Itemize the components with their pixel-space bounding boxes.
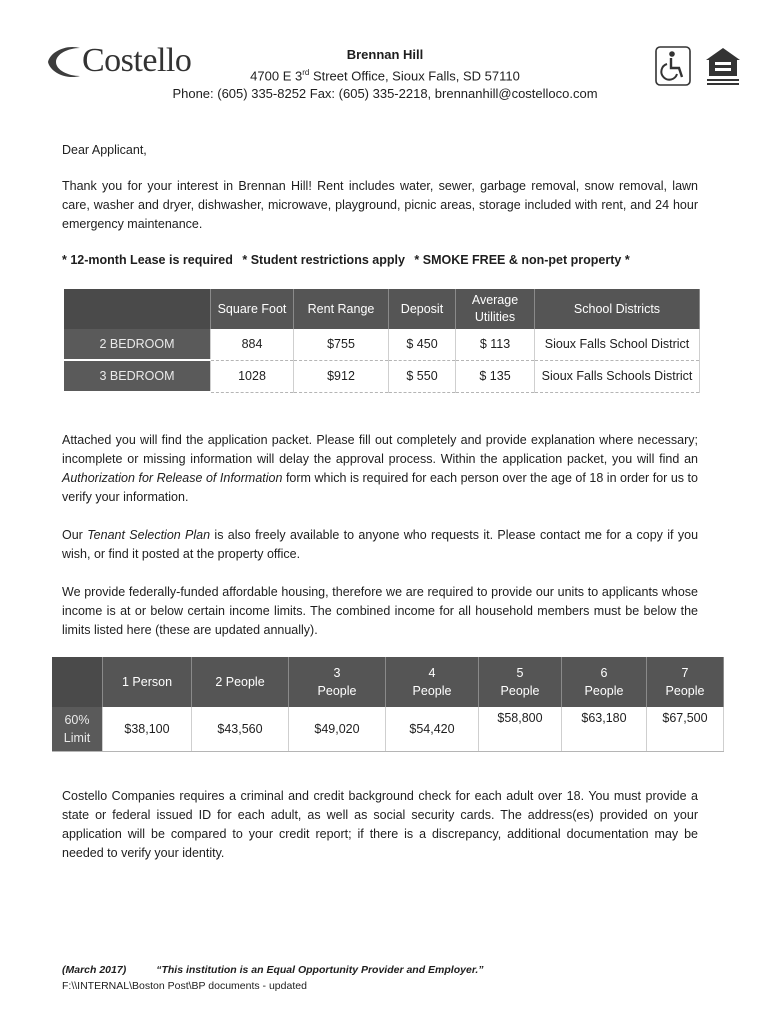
cell-utilities: $ 113 (456, 329, 535, 360)
costello-swoosh-icon (44, 42, 84, 82)
header-6-people: 6 People (562, 657, 647, 707)
requirement-lease: * 12-month Lease is required (62, 253, 233, 267)
table-row (52, 707, 724, 752)
requirement-student: * Student restrictions apply (242, 253, 405, 267)
header-blank (64, 289, 211, 329)
header-rent-range: Rent Range (294, 289, 389, 329)
table-row (64, 360, 700, 392)
tenant-plan-paragraph: Our Tenant Selection Plan is also freely available to anyone who requests it. Please contact me for a copy if you wish, or find it posted at the property office. (62, 528, 699, 561)
property-address: 4700 E 3rd Street Office, Sioux Falls, SD 57110 (250, 68, 520, 84)
cell-limit-6: $63,180 (562, 707, 647, 752)
background-check-paragraph: Costello Companies requires a criminal and credit background check for each adult over 18. You must provide a state or federal issued ID for each adult, as well as social security cards. The address(es) provided on your application will be compared to your credit report; if there is a discrepancy, additional documentation may be needed to verify your identity. (62, 789, 698, 860)
company-name: Costello (82, 42, 192, 79)
property-name: Brennan Hill (346, 47, 424, 62)
unit-pricing-table (64, 289, 700, 393)
income-paragraph: We provide federally-funded affordable housing, therefore we are required to provide our units to applicants whose income is at or below certain income limits. The combined income for all household members must be below the limits listed here (these are updated annually). (62, 585, 698, 637)
intro-paragraph: Thank you for your interest in Brennan Hill! Rent includes water, sewer, garbage removal, snow removal, lawn care, washer and dryer, dishwasher, microwave, playground, picnic areas, storage included with rent, and 24 hour emergency maintenance. (62, 179, 698, 231)
cell-limit-1: $38,100 (103, 707, 192, 752)
footer (62, 962, 484, 994)
footer-statement-line (62, 962, 484, 978)
salutation: Dear Applicant, (62, 143, 147, 157)
header-deposit: Deposit (389, 289, 456, 329)
cell-deposit: $ 550 (389, 360, 456, 392)
cell-rent: $755 (294, 329, 389, 360)
equal-housing-opportunity-icon (703, 46, 739, 86)
footer-file-path: F:\\INTERNAL\Boston Post\BP documents - updated (62, 980, 307, 992)
footer-date: (March 2017) (62, 964, 127, 976)
header-7-people: 7 People (647, 657, 724, 707)
header-square-foot: Square Foot (211, 289, 294, 329)
row-label: 3 BEDROOM (64, 360, 211, 392)
lease-requirements (62, 253, 702, 267)
compliance-logos (655, 46, 745, 88)
cell-sqft: 884 (211, 329, 294, 360)
header-4-people: 4 People (386, 657, 479, 707)
requirement-smoke-free: * SMOKE FREE & non-pet property * (414, 253, 630, 267)
header-blank (52, 657, 103, 707)
table-header-row (52, 657, 724, 707)
header-school-districts: School Districts (535, 289, 700, 329)
cell-sqft: 1028 (211, 360, 294, 392)
row-label: 60% Limit (52, 707, 103, 752)
wheelchair-accessible-icon (655, 46, 691, 86)
cell-limit-3: $49,020 (289, 707, 386, 752)
cell-limit-7: $67,500 (647, 707, 724, 752)
table-row (64, 329, 700, 360)
header-1-person: 1 Person (103, 657, 192, 707)
contact-line: Phone: (605) 335-8252 Fax: (605) 335-2218, brennanhill@costelloco.com (172, 86, 598, 102)
cell-limit-5: $58,800 (479, 707, 562, 752)
footer-equal-opportunity: “This institution is an Equal Opportunity Provider and Employer.” (156, 964, 484, 976)
income-limits-table (52, 657, 724, 752)
letterhead (140, 46, 630, 103)
cell-rent: $912 (294, 360, 389, 392)
row-label: 2 BEDROOM (64, 329, 211, 360)
application-paragraph: Attached you will find the application packet. Please fill out completely and provide explanation where necessary; incomplete or missing information will delay the approval process. Within the application packet, you will find an Authorization for Release of Information form which is required for each person over the age of 18 in order for us to verify your information. (62, 433, 698, 504)
cell-school: Sioux Falls School District (535, 329, 700, 360)
header-5-people: 5 People (479, 657, 562, 707)
header-average-utilities: Average Utilities (456, 289, 535, 329)
header-2-people: 2 People (192, 657, 289, 707)
cell-school: Sioux Falls Schools District (535, 360, 700, 392)
cell-deposit: $ 450 (389, 329, 456, 360)
cell-utilities: $ 135 (456, 360, 535, 392)
table-header-row (64, 289, 700, 329)
cell-limit-2: $43,560 (192, 707, 289, 752)
header-3-people: 3 People (289, 657, 386, 707)
cell-limit-4: $54,420 (386, 707, 479, 752)
